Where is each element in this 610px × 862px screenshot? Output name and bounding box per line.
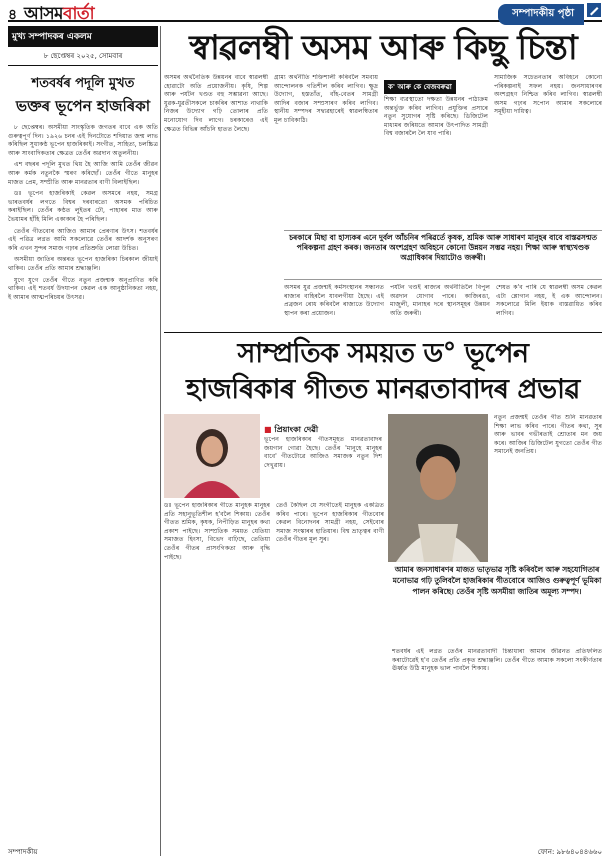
- column-headline-2: ভক্তৰ ভূপেন হাজৰিকা: [15, 97, 151, 115]
- paragraph: তেওঁৰ গীতবোৰ আজিও আমাৰ প্ৰেৰণাৰ উৎস। শতবৰ্ষৰ এই পৱিত্ৰ লগ্নত আমি সকলোৱে তেওঁৰ আদৰ্শক অনুসৰণ কৰি এখন সুন্দৰ সমাজ গঢ়াৰ প্ৰতিশ্ৰুতি লোৱা উচিত।: [8, 227, 158, 252]
- footer-label: সম্পাদকীয়: [8, 848, 38, 856]
- logo-part1: আসম: [24, 4, 63, 24]
- singer-portrait-illustration: [388, 414, 488, 562]
- column-divider: [160, 26, 161, 856]
- feature-article: [164, 336, 602, 856]
- paragraph: অসমীয়া জাতিৰ অন্তৰত ভূপেন হাজৰিকা চিৰকাল জীয়াই থাকিব। তেওঁৰ প্ৰতি আমাৰ শ্ৰদ্ধাঞ্জলি।: [8, 256, 158, 272]
- text-column: সামাজিক সচেতনতাৰ অবিহনে কোনো পৰিকল্পনাই সফল নহয়। জনসাধাৰণৰ অংশগ্ৰহণ নিশ্চিত কৰিব লাগিব। স্বাৱলম্বী অসম গঢ়াৰ সপোন আমাৰ সকলোৰে সমূহীয়া দায়িত্ব।: [494, 74, 602, 116]
- section-divider: [164, 332, 602, 333]
- footer-phone: ফোন: ৯৮৬৪০৪৪৬৬০: [537, 848, 602, 856]
- newspaper-logo: [24, 1, 94, 29]
- writer-name: প্ৰিয়াংকা দেৱী: [274, 425, 319, 434]
- top-article: [164, 26, 602, 332]
- text-column: অসমৰ যুৱ প্ৰজন্মই কৰ্মসংস্থানৰ সন্ধানত ৰাজ্যৰ বাহিৰলৈ যাবলগীয়া হৈছে। এই প্ৰব্ৰজন ৰোধ কৰিবলৈ ৰাজ্যতে উদ্যোগ স্থাপন কৰা প্ৰয়োজন।: [284, 284, 384, 317]
- feature-column: ডঃ ভূপেন হাজৰিকাৰ গীতে মানুহক মানুহৰ প্ৰতি সহানুভূতিশীল হ'বলৈ শিকায়। তেওঁৰ গীতত শ্ৰমিক, কৃষক, নিপীড়িত মানুহৰ কথা প্ৰকাশ পাইছে। সাম্প্ৰতিক সময়ত যেতিয়া সমাজত হিংসা, বিভেদ বাঢ়িছে, তেতিয়া তেওঁৰ গীতৰ প্ৰাসংগিকতা আৰু বৃদ্ধি পাইছে।: [164, 502, 270, 561]
- feature-intro: ভূপেন হাজৰিকাৰ গীতসমূহত মানৱতাবাদৰ জয়গান গোৱা হৈছে। তেওঁৰ 'মানুহে মানুহৰ বাবে' গীতটোৱে আজিও সমাজক নতুন দিশ দেখুৱায়।: [264, 436, 382, 469]
- paragraph: ৮ ছেপ্তেম্বৰ। অসমীয়া সাংস্কৃতিক জগতৰ বাবে এক অতি গুৰুত্বপূৰ্ণ দিন। ১৯২৬ চনৰ এই দিনটোতে শদিয়াত জন্ম লাভ কৰিছিল সুধাকণ্ঠ ভূপেন হাজৰিকাই। সংগীত, সাহিত্য, চলচ্চিত্ৰ আৰু সাংবাদিকতাৰ ক্ষেত্ৰত তেওঁৰ অৱদান অতুলনীয়।: [8, 124, 158, 157]
- feature-headline-line2: হাজৰিকাৰ গীতত মানৱতাবাদৰ প্ৰভাৱ: [186, 374, 580, 405]
- masthead: [8, 0, 602, 22]
- text-column: অসমৰ অৰ্থনৈতিক উন্নয়নৰ বাবে স্বাৱলম্বী হোৱাটো অতি প্ৰয়োজনীয়। কৃষি, শিল্প আৰু পৰ্যটন খণ্ডত বহু সম্ভাৱনা আছে। যুৱক-যুৱতীসকলে চাকৰিৰ আশাত নাথাকি নিজৰ উদ্যোগ গঢ়ি তোলাৰ প্ৰতি মনোযোগ দিব লাগে। চৰকাৰেও এই ক্ষেত্ৰত বিভিন্ন আঁচনি হাতত লৈছে।: [164, 74, 268, 133]
- text-column: গ্ৰাম্য অৰ্থনীতি শক্তিশালী কৰিবলৈ সমবায় আন্দোলনক গতিশীল কৰিব লাগিব। ক্ষুদ্ৰ উদ্যোগ, হস্ততাঁত, বাঁহ-বেতৰ সামগ্ৰী আদিৰ বজাৰ সম্প্ৰসাৰণ কৰিব লাগিব। স্থানীয় সম্পদৰ সদ্ব্যৱহাৰেই স্বাৱলম্বিতাৰ মূল চাবিকাঠি।: [274, 74, 378, 124]
- paragraph: যুগে যুগে তেওঁৰ গীতে নতুন প্ৰজন্মক অনুপ্ৰাণিত কৰি থাকিব। এই শতবৰ্ষ উদযাপন কেৱল এক আনুষ্ঠানিকতা নহয়, ই আমাৰ আত্মপৰিচয়ৰ উৎসৱ।: [8, 276, 158, 301]
- byline: ক' আৰু কে বেজবৰুৱা: [384, 80, 456, 94]
- woman-portrait-illustration: [164, 414, 260, 498]
- column-body: [8, 124, 158, 302]
- column-headline-1: শতবৰ্ষৰ পদূলি মুখত: [31, 76, 135, 91]
- text-column: শেষত ক'ব পাৰি যে স্বাৱলম্বী অসম কেৱল এটা শ্লোগান নহয়, ই এক আন্দোলন। সকলোৱে মিলি ইয়াক বাস্তৱায়িত কৰিব লাগিব।: [496, 284, 602, 317]
- feature-column: শতবৰ্ষৰ এই লগ্নত তেওঁৰ মানৱতাবাদী চিন্তাধাৰা আমাৰ জীৱনত প্ৰতিফলিত কৰাটোৱেই হ'ব তেওঁৰ প্ৰতি প্ৰকৃত শ্ৰদ্ধাঞ্জলি। তেওঁৰ গীতে আমাক সকলো সংকীৰ্ণতাৰ ঊৰ্ধ্বত উঠি মানুহক ভাল পাবলৈ শিকায়।: [392, 648, 602, 673]
- pull-quote: চৰকাৰে মিছা বা হাস্যকৰ এনে দুৰ্বল আঁচনিৰ পৰিৱৰ্তে কৃষক, শ্ৰমিক আৰু সাধাৰণ মানুহৰ বাবে বাস্তৱসন্মত পৰিকল্পনা গ্ৰহণ কৰক। জনতাৰ অংশগ্ৰহণ অবিহনে কোনো উন্নয়ন সম্ভৱ নহয়। শিক্ষা আৰু স্বাস্থ্যখণ্ডক অগ্ৰাধিকাৰ দিয়াটোও জৰুৰী।: [284, 230, 602, 280]
- bullet-icon: ■: [264, 425, 275, 434]
- top-headline: স্বাৱলম্বী অসম আৰু কিছু চিন্তা: [189, 28, 577, 68]
- paragraph: ডঃ ভূপেন হাজৰিকাই কেৱল অসমৰে নহয়, সমগ্ৰ ভাৰতবৰ্ষৰ লগতে বিশ্বৰ দৰবাৰতো অসমক পৰিচিত কৰাইছিল। তেওঁৰ কণ্ঠত লুইতৰ ঢৌ, পাহাৰৰ মাত আৰু ভৈয়ামৰ হাঁহি মিলি একাকাৰ হৈ পৰিছিল।: [8, 190, 158, 223]
- writer-photo: [164, 414, 260, 498]
- pen-icon: [586, 2, 602, 18]
- top-article-body: [164, 74, 602, 332]
- column-header: মুখ্য সম্পাদকৰ একলম: [8, 26, 158, 47]
- feature-pull-quote: আমাৰ জনসাধাৰণৰ মাজত ভাতৃভাৱ সৃষ্টি কৰিবলৈ আৰু সহযোগিতাৰ মনোভাৱ গঢ়ি তুলিবলৈ হাজৰিকাৰ গীতবোৰে আজিও গুৰুত্বপূৰ্ণ ভূমিকা পালন কৰিছে। তেওঁৰ সৃষ্টি অসমীয়া জাতিৰ অমূল্য সম্পদ।: [392, 565, 602, 596]
- text-column: [384, 74, 488, 226]
- page-number: ৪: [8, 7, 18, 23]
- column-text: শিক্ষা ব্যৱস্থাতো দক্ষতা উন্নয়নৰ পাঠ্যক্ৰম অন্তৰ্ভুক্ত কৰিব লাগিব। প্ৰযুক্তিৰ প্ৰসাৰে নতুন সুযোগৰ সৃষ্টি কৰিছে। ডিজিটেল মাধ্যমৰ জৰিয়তে আমাৰ উৎপাদিত সামগ্ৰী বিশ্ব বজাৰলৈ লৈ যাব পাৰি।: [384, 96, 488, 138]
- logo-part2: বাৰ্তা: [63, 4, 95, 24]
- section-label: সম্পাদকীয় পৃষ্ঠা: [498, 4, 584, 25]
- paragraph: এশ বছৰৰ পদূলি মুখত থিয় হৈ আজি আমি তেওঁৰ জীৱন আৰু কৰ্মক নতুনকৈ স্মৰণ কৰিছোঁ। তেওঁৰ গীতে মানুহৰ মাজত প্ৰেম, সম্প্ৰীতি আৰু মানৱতাৰ বাণী বিলাইছিল।: [8, 161, 158, 186]
- feature-headline-line1: সাম্প্ৰতিক সময়ত ড° ভূপেন: [237, 338, 529, 369]
- date-line: ৮ ছেপ্তেম্বৰ ২০২৫, সোমবাৰ: [8, 47, 158, 66]
- editor-column: [8, 26, 158, 856]
- feature-column: তেওঁ কৈছিল যে সংগীতেই মানুহক একত্ৰিত কৰিব পাৰে। ভূপেন হাজৰিকাৰ গীতবোৰ কেৱল বিনোদনৰ সামগ্ৰী নহয়, সেইবোৰ সমাজ সংস্কাৰৰ হাতিয়াৰ। বিশ্ব ভ্ৰাতৃত্বৰ বাণী তেওঁৰ গীতৰ মূল সুৰ।: [276, 502, 384, 544]
- feature-column: নতুন প্ৰজন্মই তেওঁৰ গীত শুনি মানৱতাৰ শিক্ষা লাভ কৰিব পাৰে। গীতৰ কথা, সুৰ আৰু ভাবৰ গভীৰতাই শ্ৰোতাৰ মন জয় কৰে। আজিৰ ডিজিটেল যুগতো তেওঁৰ গীত সমানেই জনপ্ৰিয়।: [494, 414, 602, 456]
- text-column: পৰ্যটন খণ্ডই ৰাজ্যৰ অৰ্থনীতিলৈ বিপুল অৱদান যোগাব পাৰে। কাজিৰঙা, মাজুলী, মানাহৰ দৰে স্থানসমূহৰ উন্নয়ন অতি জৰুৰী।: [390, 284, 490, 317]
- bhupen-hazarika-photo: [388, 414, 488, 562]
